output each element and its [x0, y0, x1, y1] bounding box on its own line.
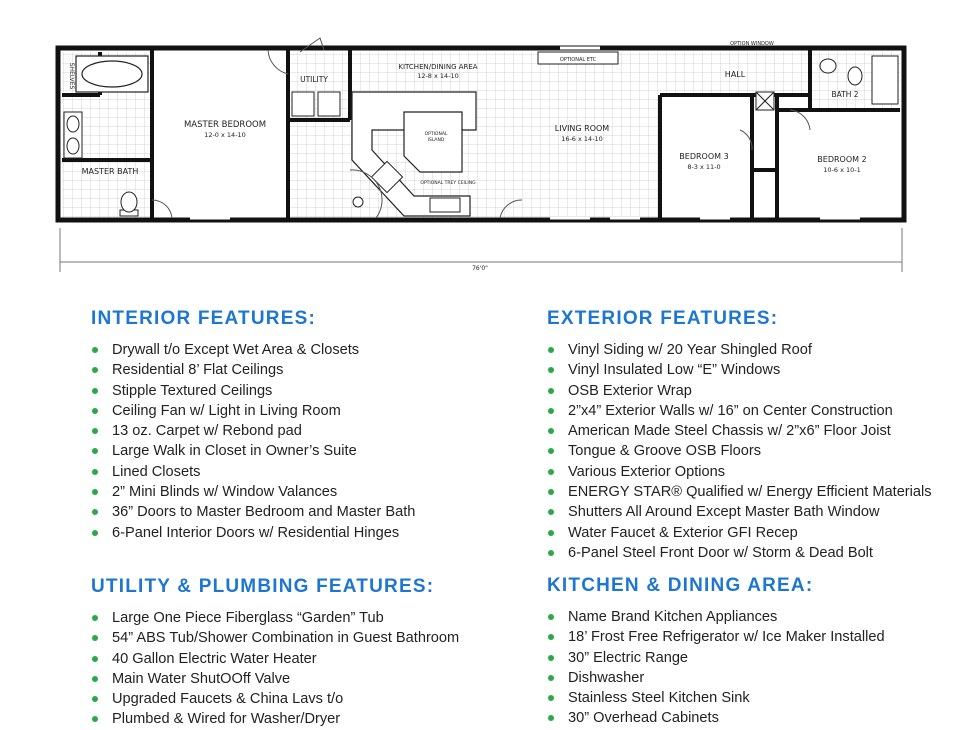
feature-item: [547, 648, 885, 668]
sink-drain: [353, 197, 363, 207]
feature-text: 2”x4” Exterior Walls w/ 16” on Center Construction: [568, 402, 893, 419]
feature-item: [91, 401, 415, 421]
feature-item: [91, 689, 459, 709]
room-label-bedroom3: BEDROOM 3: [679, 152, 729, 161]
bullet-icon: [548, 428, 554, 434]
feature-text: 6-Panel Interior Doors w/ Residential Hinges: [112, 524, 400, 541]
island-label-2: ISLAND: [427, 138, 445, 143]
lav-1: [67, 116, 79, 132]
feature-text: Water Faucet & Exterior GFI Recep: [568, 524, 798, 541]
bullet-icon: [548, 347, 554, 353]
feature-item: [547, 340, 932, 360]
bullet-icon: [548, 655, 554, 661]
feature-text: Dishwasher: [568, 669, 645, 686]
feature-item: [547, 421, 932, 441]
feature-text: American Made Steel Chassis w/ 2”x6” Floor Joist: [568, 423, 891, 440]
optional-etc-label: OPTIONAL ETC: [559, 57, 597, 63]
feature-text: Stipple Textured Ceilings: [112, 382, 273, 399]
feature-item: [91, 608, 459, 628]
trey-ceiling-label: OPTIONAL TREY CEILING: [420, 181, 476, 186]
option-window-label: OPTION WINDOW: [730, 41, 774, 47]
bullet-icon: [92, 469, 98, 475]
feature-item: [547, 462, 932, 482]
lav-2: [67, 138, 79, 154]
room-size-living-room: 16-6 x 14-10: [561, 135, 603, 143]
feature-text: Large One Piece Fiberglass “Garden” Tub: [112, 610, 384, 626]
exterior-features-section: [547, 308, 932, 563]
feature-item: [547, 523, 932, 543]
interior-features-heading: INTERIOR FEATURES:: [91, 308, 316, 329]
island-label-1: OPTIONAL: [424, 132, 448, 137]
feature-text: 13 oz. Carpet w/ Rebond pad: [112, 423, 302, 440]
interior-features-section: [91, 308, 415, 543]
exterior-features-heading: EXTERIOR FEATURES:: [547, 308, 779, 329]
bullet-icon: [548, 550, 554, 556]
bullet-icon: [548, 634, 554, 640]
feature-text: Shutters All Around Except Master Bath Window: [568, 504, 880, 521]
feature-item: [547, 360, 932, 380]
bullet-icon: [92, 408, 98, 414]
bullet-icon: [548, 367, 554, 373]
feature-item: [91, 649, 459, 669]
bullet-icon: [92, 635, 98, 641]
bullet-icon: [92, 696, 98, 702]
feature-text: Residential 8’ Flat Ceilings: [112, 362, 284, 379]
feature-text: Tongue & Groove OSB Floors: [568, 443, 762, 460]
kitchen-sink: [430, 198, 460, 212]
floor-plan: [0, 0, 960, 290]
bullet-icon: [548, 408, 554, 414]
utility-plumbing-section: [91, 576, 459, 730]
room-size-kitchen: 12-8 x 14-10: [417, 72, 459, 80]
exterior-features-list: [547, 340, 932, 563]
room-label-living-room: LIVING ROOM: [554, 124, 610, 133]
bullet-icon: [92, 509, 98, 515]
feature-item: [547, 381, 932, 401]
feature-text: 18’ Frost Free Refrigerator w/ Ice Maker Installed: [568, 629, 885, 646]
feature-item: [547, 401, 932, 421]
bullet-icon: [92, 676, 98, 682]
feature-item: [91, 381, 415, 401]
feature-item: [547, 607, 885, 627]
kitchen-dining-section: [547, 575, 885, 729]
room-label-bath2: BATH 2: [831, 90, 859, 99]
feature-item: [91, 462, 415, 482]
feature-text: ENERGY STAR® Qualified w/ Energy Efficient Materials: [568, 484, 932, 501]
room-label-master-bedroom: MASTER BEDROOM: [183, 120, 267, 130]
feature-item: [91, 360, 415, 380]
feature-text: 36” Doors to Master Bedroom and Master Bath: [112, 504, 416, 521]
feature-text: Upgraded Faucets & China Lavs t/o: [112, 691, 344, 708]
feature-item: [91, 523, 415, 543]
interior-features-list: [91, 340, 415, 543]
bullet-icon: [92, 347, 98, 353]
feature-item: [547, 482, 932, 502]
bath2-lav: [820, 59, 836, 73]
bath2-tub: [872, 56, 898, 104]
feature-text: Main Water ShutOOff Valve: [112, 670, 291, 687]
feature-text: 2” Mini Blinds w/ Window Valances: [112, 484, 338, 501]
toilet-bowl: [121, 192, 137, 212]
feature-text: Plumbed & Wired for Washer/Dryer: [112, 711, 341, 728]
bullet-icon: [92, 367, 98, 373]
feature-text: Vinyl Insulated Low “E” Windows: [568, 362, 781, 379]
feature-item: [91, 421, 415, 441]
feature-item: [547, 668, 885, 688]
feature-item: [547, 543, 932, 563]
feature-text: Name Brand Kitchen Appliances: [568, 609, 778, 625]
feature-text: OSB Exterior Wrap: [568, 382, 692, 399]
bath2-toilet: [848, 67, 862, 85]
bullet-icon: [92, 615, 98, 621]
feature-item: [91, 441, 415, 461]
feature-text: Large Walk in Closet in Owner’s Suite: [112, 443, 357, 460]
utility-plumbing-list: [91, 608, 459, 730]
feature-text: 30” Electric Range: [568, 649, 689, 666]
bullet-icon: [548, 489, 554, 495]
bullet-icon: [548, 469, 554, 475]
bullet-icon: [548, 509, 554, 515]
room-size-bedroom2: 10-6 x 10-1: [823, 166, 861, 174]
room-size-master-bedroom: 12-0 x 14-10: [204, 131, 246, 139]
room-label-shelves: SHELVES: [68, 62, 75, 90]
feature-item: [547, 708, 885, 728]
room-label-master-bath: MASTER BATH: [81, 167, 139, 176]
room-size-bedroom3: 8-3 x 11-0: [687, 163, 721, 171]
feature-text: 40 Gallon Electric Water Heater: [112, 650, 317, 667]
kitchen-dining-heading: KITCHEN & DINING AREA:: [547, 575, 814, 596]
overall-dimension: 76'0": [472, 265, 488, 272]
kitchen-dining-list: [547, 607, 885, 729]
dryer: [318, 92, 340, 116]
feature-text: Ceiling Fan w/ Light in Living Room: [112, 402, 341, 419]
feature-item: [91, 482, 415, 502]
feature-item: [547, 627, 885, 647]
room-label-utility: UTILITY: [300, 75, 328, 84]
bullet-icon: [92, 448, 98, 454]
feature-text: Stainless Steel Kitchen Sink: [568, 690, 750, 707]
feature-text: 6-Panel Steel Front Door w/ Storm & Dead Bolt: [568, 544, 873, 561]
bullet-icon: [92, 489, 98, 495]
utility-plumbing-heading: UTILITY & PLUMBING FEATURES:: [91, 576, 435, 597]
bullet-icon: [92, 656, 98, 662]
feature-text: Drywall t/o Except Wet Area & Closets: [112, 342, 360, 358]
washer: [292, 92, 314, 116]
room-label-bedroom2: BEDROOM 2: [817, 155, 867, 164]
bullet-icon: [92, 428, 98, 434]
feature-text: Vinyl Siding w/ 20 Year Shingled Roof: [568, 342, 812, 358]
bullet-icon: [548, 388, 554, 394]
bullet-icon: [92, 388, 98, 394]
feature-item: [547, 502, 932, 522]
bullet-icon: [548, 448, 554, 454]
feature-text: 30” Overhead Cabinets: [568, 710, 719, 727]
room-label-kitchen: KITCHEN/DINING AREA: [398, 63, 478, 71]
feature-item: [547, 688, 885, 708]
bullet-icon: [548, 695, 554, 701]
bullet-icon: [92, 530, 98, 536]
bullet-icon: [548, 715, 554, 721]
tub-basin: [82, 61, 142, 87]
feature-text: Lined Closets: [112, 463, 201, 480]
feature-item: [91, 669, 459, 689]
bullet-icon: [548, 530, 554, 536]
bullet-icon: [548, 675, 554, 681]
room-label-hall: HALL: [724, 70, 746, 79]
feature-item: [91, 628, 459, 648]
feature-item: [91, 340, 415, 360]
feature-item: [91, 502, 415, 522]
bullet-icon: [548, 614, 554, 620]
feature-item: [547, 441, 932, 461]
feature-text: 54” ABS Tub/Shower Combination in Guest Bathroom: [112, 630, 460, 647]
bullet-icon: [92, 716, 98, 722]
feature-text: Various Exterior Options: [568, 463, 726, 480]
